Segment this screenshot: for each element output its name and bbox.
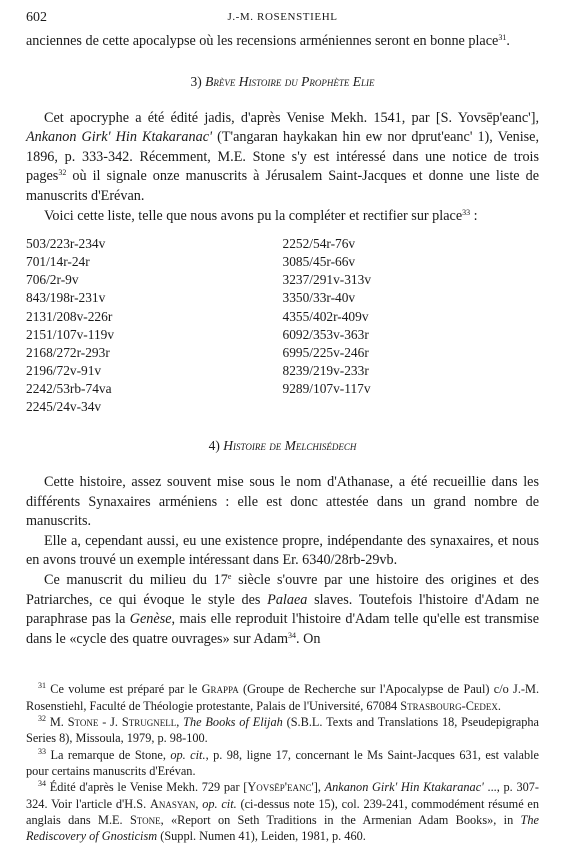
footnote-ref: 33 xyxy=(462,207,471,217)
paragraph: Cette histoire, assez souvent mise sous le nom d'Athanase, a été recueillie dans les différents Synaxaires arméniens : elle est donc attestée dans un grand nombre de manuscrits. xyxy=(26,474,539,530)
manuscript-list xyxy=(26,235,539,416)
manuscript-entry: 701/14r-24r xyxy=(26,254,90,270)
paragraph: Voici cette liste, telle que nous avons pu la compléter et rectifier sur place$^{33}$ : xyxy=(44,207,478,224)
manuscript-entry: 3350/33r-40v xyxy=(282,290,356,306)
footnote-34: $^{34}$ Édité d'après le Venise Mekh. 729 par [Yovsēp'eanc'], Ankanon Girk' Hin Ktakaranac' ..., p. 307-324. Voir l'article d'H.S. Anasyan, op. cit. (ci-dessus note 15), col. 239-241, commodément résumé en anglais dans M.E. Stone, «Report on Seth Traditions in the Armenian Adam Books», in The Rediscovery of Gnosticism (Suppl. Numen 41), Leiden, 1981, p. 460. xyxy=(26,779,540,844)
manuscript-entry: 8239/219v-233r xyxy=(282,362,369,378)
header-author: J.-M. ROSENSTIEHL xyxy=(227,11,338,23)
paragraph: Ce manuscrit du milieu du 17e siècle s'ouvre par une histoire des origines et des Patriarches, ce qui évoque le style des Palaea slaves. Toutefois l'histoire d'Adam ne paraphrase pas la Genèse, mais elle reproduit l'histoire d'Adam telle qu'elle est transmise dans le «cycle des quatre ouvrages» sur Adam$^{34}$. On xyxy=(26,572,540,647)
manuscript-entry: 706/2r-9v xyxy=(26,272,79,288)
manuscript-entry: 2131/208v-226r xyxy=(26,308,113,324)
manuscript-entry: 2245/24v-34v xyxy=(26,399,102,414)
manuscript-entry: 503/223r-234v xyxy=(26,236,106,252)
running-header xyxy=(26,10,539,32)
section-heading-4: 4) Histoire de Melchisédech xyxy=(208,438,357,454)
manuscript-entry: 3237/291v-313v xyxy=(282,272,372,288)
manuscript-column-left xyxy=(26,235,283,416)
manuscript-column-right xyxy=(283,235,540,416)
paragraph: Elle a, cependant aussi, eu une existence propre, indépendante des synaxaires, et nous en avons trouvé un exemple intéressant dans Er. 6340/28rb-29vb. xyxy=(26,532,539,569)
manuscript-entry: 2151/107v-119v xyxy=(26,326,115,342)
manuscript-entry: 6092/353v-363r xyxy=(282,326,369,342)
footnote-31: $^{31}$ Ce volume est préparé par le Grappa (Groupe de Recherche sur l'Apocalypse de Paul) c/o J.-M. Rosenstiehl, Faculté de Théologie protestante, Palais de l'Université, 67084 Strasbourg-Cedex. xyxy=(26,681,540,713)
manuscript-entry: 2252/54r-76v xyxy=(282,236,356,252)
footnote-ref: 31 xyxy=(498,33,507,42)
manuscript-entry: 2168/272r-293r xyxy=(26,344,110,360)
footnote-ref: 34 xyxy=(288,630,296,640)
footnote-ref: 32 xyxy=(58,168,67,178)
section-title: Histoire de Melchisédech xyxy=(223,438,357,454)
manuscript-entry: 2242/53rb-74va xyxy=(26,380,112,396)
manuscript-entry: 3085/45r-66v xyxy=(282,254,356,270)
manuscript-entry: 9289/107v-117v xyxy=(282,380,371,396)
page-number: 602 xyxy=(26,10,47,25)
manuscript-entry: 6995/225v-246r xyxy=(282,344,369,360)
paragraph: Cet apocryphe a été édité jadis, d'après Venise Mekh. 1541, par [S. Yovsēp'eanc'], Ankanon Girk' Hin Ktakaranac' (T'angaran haykakan hin ew nor dprut'eanc' 1), Venise, 1896, p. 333-342. Récemment, M.E. Stone s'y est intéressé dans une notice de trois pages$^{32}$ où il signale onze manuscrits à Jérusalem Saint-Jacques et donne une liste de manuscrits d'Erévan. xyxy=(26,109,540,204)
manuscript-entry: 2196/72v-91v xyxy=(26,362,102,378)
footnote-32: $^{32}$ M. Stone - J. Strugnell, The Books of Elijah (S.B.L. Texts and Translations 18, Pseudepigrapha Series 8), Missoula, 1979, p. 98-100. xyxy=(26,714,540,746)
section-title: Brève Histoire du Prophète Elie xyxy=(205,73,375,89)
section-heading-3: 3) Brève Histoire du Prophète Elie xyxy=(190,73,375,89)
manuscript-entry: 843/198r-231v xyxy=(26,290,106,306)
carryover-paragraph: anciennes de cette apocalypse où les recensions arméniennes seront en bonne place$^{31}$. xyxy=(26,33,510,49)
manuscript-entry: 4355/402r-409v xyxy=(282,308,369,324)
footnote-33: $^{33}$ La remarque de Stone, op. cit., p. 98, ligne 17, concernant le Ms Saint-Jacques 631, est valable pour certains manuscrits d'Erévan. xyxy=(26,746,539,778)
footnotes xyxy=(26,681,539,844)
